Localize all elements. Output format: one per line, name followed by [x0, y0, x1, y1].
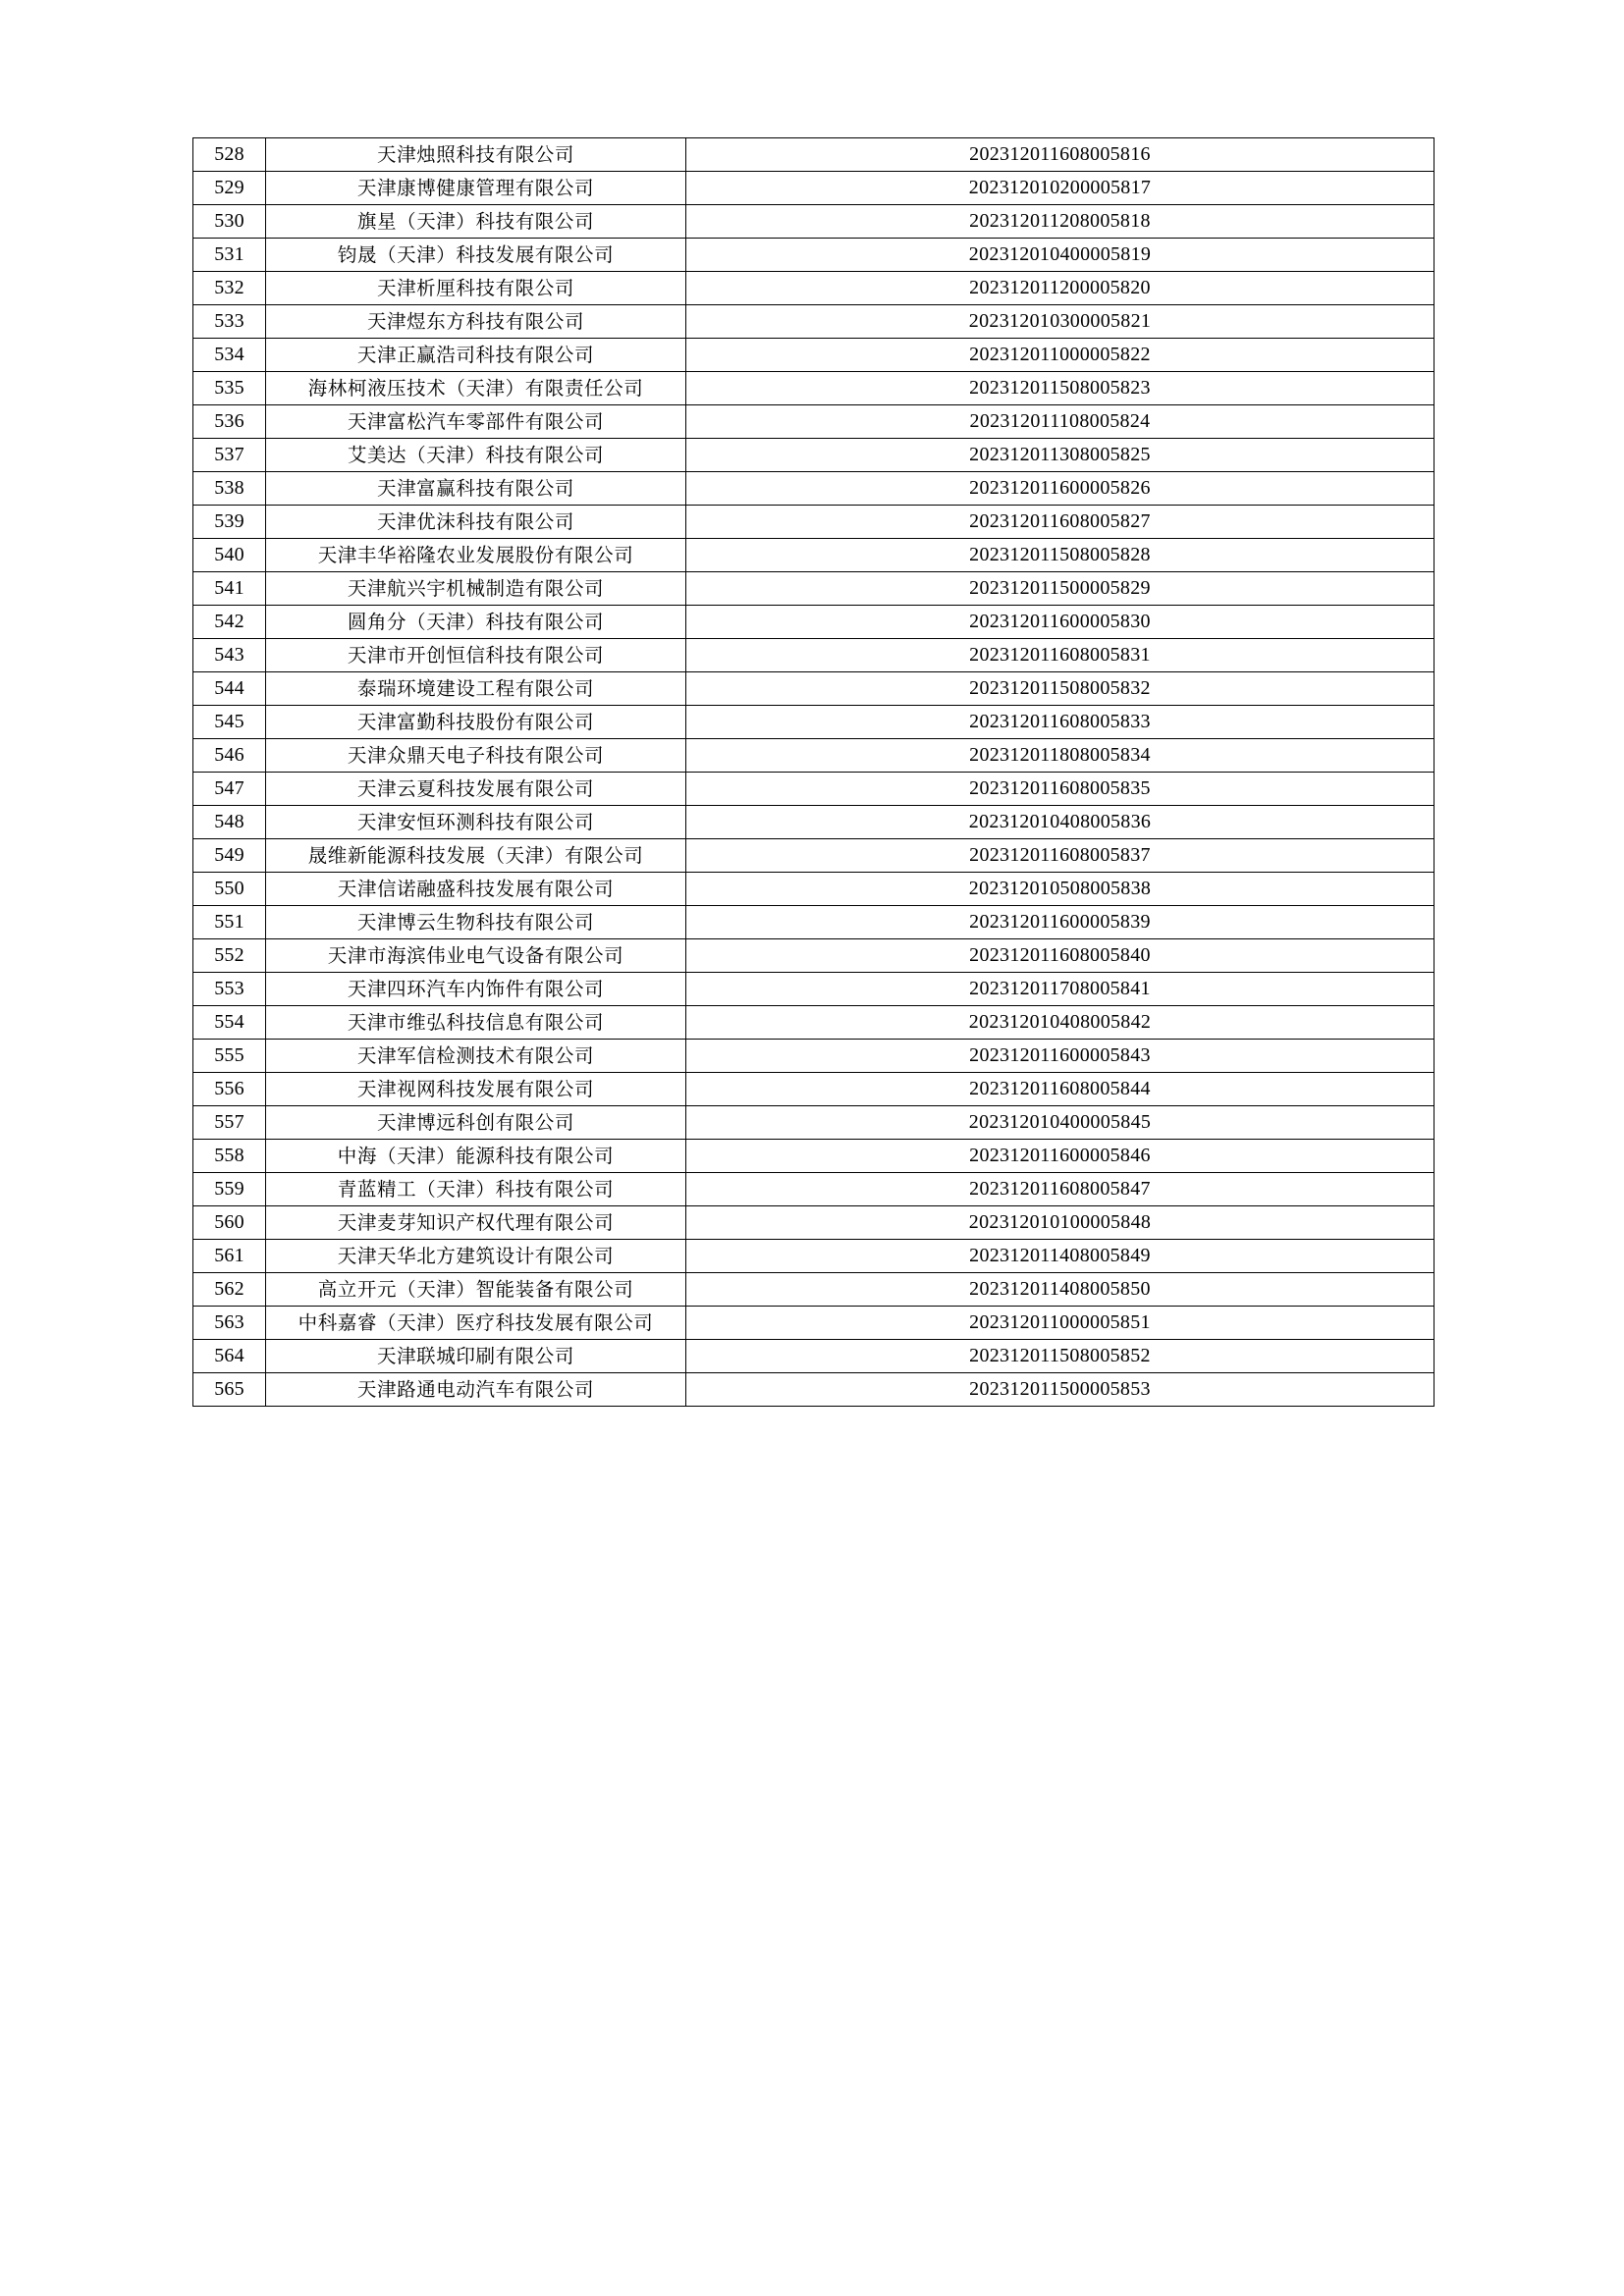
cell-registration-code: 202312010400005845: [686, 1106, 1435, 1140]
table-row: [193, 1307, 1435, 1340]
cell-company-name: 天津正赢浩司科技有限公司: [266, 339, 686, 372]
cell-registration-code: 202312011500005829: [686, 572, 1435, 606]
table-row: [193, 1073, 1435, 1106]
table-row: [193, 138, 1435, 172]
cell-company-name: 中科嘉睿（天津）医疗科技发展有限公司: [266, 1307, 686, 1340]
table-row: [193, 172, 1435, 205]
cell-company-name: 天津天华北方建筑设计有限公司: [266, 1240, 686, 1273]
cell-company-name: 天津市维弘科技信息有限公司: [266, 1006, 686, 1040]
cell-registration-code: 202312010400005819: [686, 239, 1435, 272]
cell-index: 561: [193, 1240, 266, 1273]
cell-company-name: 天津四环汽车内饰件有限公司: [266, 973, 686, 1006]
cell-index: 560: [193, 1206, 266, 1240]
cell-company-name: 天津富勤科技股份有限公司: [266, 706, 686, 739]
company-listing-table-wrapper: [192, 137, 1434, 1407]
cell-registration-code: 202312011608005844: [686, 1073, 1435, 1106]
table-row: [193, 1040, 1435, 1073]
cell-registration-code: 202312011500005853: [686, 1373, 1435, 1407]
table-row: [193, 205, 1435, 239]
table-row: [193, 672, 1435, 706]
table-row: [193, 739, 1435, 773]
cell-registration-code: 202312011000005851: [686, 1307, 1435, 1340]
cell-company-name: 天津视网科技发展有限公司: [266, 1073, 686, 1106]
cell-company-name: 天津信诺融盛科技发展有限公司: [266, 873, 686, 906]
cell-index: 548: [193, 806, 266, 839]
cell-index: 536: [193, 405, 266, 439]
cell-index: 552: [193, 939, 266, 973]
table-row: [193, 906, 1435, 939]
cell-company-name: 天津析厘科技有限公司: [266, 272, 686, 305]
table-row: [193, 806, 1435, 839]
table-row: [193, 706, 1435, 739]
table-row: [193, 305, 1435, 339]
cell-registration-code: 202312010508005838: [686, 873, 1435, 906]
cell-index: 547: [193, 773, 266, 806]
cell-registration-code: 202312011108005824: [686, 405, 1435, 439]
cell-registration-code: 202312011808005834: [686, 739, 1435, 773]
cell-index: 546: [193, 739, 266, 773]
table-row: [193, 873, 1435, 906]
cell-registration-code: 202312010408005842: [686, 1006, 1435, 1040]
cell-index: 558: [193, 1140, 266, 1173]
cell-company-name: 天津博云生物科技有限公司: [266, 906, 686, 939]
company-listing-table: [192, 137, 1435, 1407]
cell-index: 542: [193, 606, 266, 639]
cell-registration-code: 202312011608005833: [686, 706, 1435, 739]
cell-registration-code: 202312011508005823: [686, 372, 1435, 405]
cell-registration-code: 202312011608005847: [686, 1173, 1435, 1206]
cell-company-name: 海林柯液压技术（天津）有限责任公司: [266, 372, 686, 405]
cell-registration-code: 202312011508005852: [686, 1340, 1435, 1373]
cell-registration-code: 202312011608005835: [686, 773, 1435, 806]
table-row: [193, 539, 1435, 572]
cell-company-name: 青蓝精工（天津）科技有限公司: [266, 1173, 686, 1206]
table-row: [193, 372, 1435, 405]
table-row: [193, 472, 1435, 506]
table-row: [193, 973, 1435, 1006]
cell-company-name: 天津丰华裕隆农业发展股份有限公司: [266, 539, 686, 572]
cell-registration-code: 202312011508005832: [686, 672, 1435, 706]
cell-index: 531: [193, 239, 266, 272]
cell-registration-code: 202312011608005816: [686, 138, 1435, 172]
cell-index: 565: [193, 1373, 266, 1407]
table-row: [193, 606, 1435, 639]
cell-index: 533: [193, 305, 266, 339]
cell-registration-code: 202312010200005817: [686, 172, 1435, 205]
cell-registration-code: 202312011600005839: [686, 906, 1435, 939]
cell-index: 544: [193, 672, 266, 706]
table-row: [193, 639, 1435, 672]
cell-company-name: 天津市开创恒信科技有限公司: [266, 639, 686, 672]
table-body: [193, 138, 1435, 1407]
cell-company-name: 天津航兴宇机械制造有限公司: [266, 572, 686, 606]
cell-company-name: 天津烛照科技有限公司: [266, 138, 686, 172]
table-row: [193, 439, 1435, 472]
cell-registration-code: 202312011600005843: [686, 1040, 1435, 1073]
cell-index: 557: [193, 1106, 266, 1140]
cell-registration-code: 202312011608005837: [686, 839, 1435, 873]
cell-index: 537: [193, 439, 266, 472]
table-row: [193, 1240, 1435, 1273]
cell-index: 529: [193, 172, 266, 205]
table-row: [193, 239, 1435, 272]
table-row: [193, 1273, 1435, 1307]
cell-index: 564: [193, 1340, 266, 1373]
table-row: [193, 506, 1435, 539]
cell-registration-code: 202312010408005836: [686, 806, 1435, 839]
cell-index: 528: [193, 138, 266, 172]
cell-company-name: 天津路通电动汽车有限公司: [266, 1373, 686, 1407]
cell-index: 553: [193, 973, 266, 1006]
cell-company-name: 天津富赢科技有限公司: [266, 472, 686, 506]
cell-index: 543: [193, 639, 266, 672]
cell-index: 559: [193, 1173, 266, 1206]
table-row: [193, 1373, 1435, 1407]
table-row: [193, 1006, 1435, 1040]
cell-company-name: 圆角分（天津）科技有限公司: [266, 606, 686, 639]
cell-index: 539: [193, 506, 266, 539]
cell-index: 554: [193, 1006, 266, 1040]
cell-index: 556: [193, 1073, 266, 1106]
cell-registration-code: 202312011200005820: [686, 272, 1435, 305]
cell-company-name: 天津市海滨伟业电气设备有限公司: [266, 939, 686, 973]
cell-company-name: 旗星（天津）科技有限公司: [266, 205, 686, 239]
cell-registration-code: 202312011608005827: [686, 506, 1435, 539]
cell-registration-code: 202312011408005849: [686, 1240, 1435, 1273]
cell-company-name: 天津富松汽车零部件有限公司: [266, 405, 686, 439]
cell-registration-code: 202312011608005840: [686, 939, 1435, 973]
cell-registration-code: 202312010100005848: [686, 1206, 1435, 1240]
table-row: [193, 572, 1435, 606]
cell-registration-code: 202312011308005825: [686, 439, 1435, 472]
cell-index: 541: [193, 572, 266, 606]
cell-index: 550: [193, 873, 266, 906]
cell-company-name: 天津安恒环测科技有限公司: [266, 806, 686, 839]
cell-company-name: 天津博远科创有限公司: [266, 1106, 686, 1140]
cell-registration-code: 202312011600005826: [686, 472, 1435, 506]
cell-index: 535: [193, 372, 266, 405]
cell-registration-code: 202312011508005828: [686, 539, 1435, 572]
cell-registration-code: 202312011600005846: [686, 1140, 1435, 1173]
table-row: [193, 272, 1435, 305]
table-row: [193, 773, 1435, 806]
cell-company-name: 天津煜东方科技有限公司: [266, 305, 686, 339]
cell-registration-code: 202312010300005821: [686, 305, 1435, 339]
table-row: [193, 839, 1435, 873]
cell-registration-code: 202312011608005831: [686, 639, 1435, 672]
cell-index: 549: [193, 839, 266, 873]
cell-registration-code: 202312011208005818: [686, 205, 1435, 239]
cell-index: 540: [193, 539, 266, 572]
cell-index: 532: [193, 272, 266, 305]
cell-company-name: 艾美达（天津）科技有限公司: [266, 439, 686, 472]
cell-index: 562: [193, 1273, 266, 1307]
cell-company-name: 天津军信检测技术有限公司: [266, 1040, 686, 1073]
cell-index: 551: [193, 906, 266, 939]
cell-index: 538: [193, 472, 266, 506]
cell-index: 530: [193, 205, 266, 239]
table-row: [193, 339, 1435, 372]
cell-company-name: 天津康博健康管理有限公司: [266, 172, 686, 205]
table-row: [193, 1173, 1435, 1206]
cell-index: 555: [193, 1040, 266, 1073]
cell-registration-code: 202312011408005850: [686, 1273, 1435, 1307]
cell-registration-code: 202312011000005822: [686, 339, 1435, 372]
cell-company-name: 泰瑞环境建设工程有限公司: [266, 672, 686, 706]
cell-company-name: 钧晟（天津）科技发展有限公司: [266, 239, 686, 272]
cell-company-name: 晟维新能源科技发展（天津）有限公司: [266, 839, 686, 873]
table-row: [193, 1206, 1435, 1240]
cell-index: 534: [193, 339, 266, 372]
cell-registration-code: 202312011600005830: [686, 606, 1435, 639]
cell-company-name: 天津众鼎天电子科技有限公司: [266, 739, 686, 773]
cell-index: 545: [193, 706, 266, 739]
cell-company-name: 高立开元（天津）智能装备有限公司: [266, 1273, 686, 1307]
cell-company-name: 天津云夏科技发展有限公司: [266, 773, 686, 806]
table-row: [193, 939, 1435, 973]
cell-company-name: 中海（天津）能源科技有限公司: [266, 1140, 686, 1173]
table-row: [193, 1140, 1435, 1173]
cell-company-name: 天津联城印刷有限公司: [266, 1340, 686, 1373]
cell-company-name: 天津优沫科技有限公司: [266, 506, 686, 539]
cell-company-name: 天津麦芽知识产权代理有限公司: [266, 1206, 686, 1240]
cell-index: 563: [193, 1307, 266, 1340]
table-row: [193, 405, 1435, 439]
cell-registration-code: 202312011708005841: [686, 973, 1435, 1006]
table-row: [193, 1340, 1435, 1373]
table-row: [193, 1106, 1435, 1140]
